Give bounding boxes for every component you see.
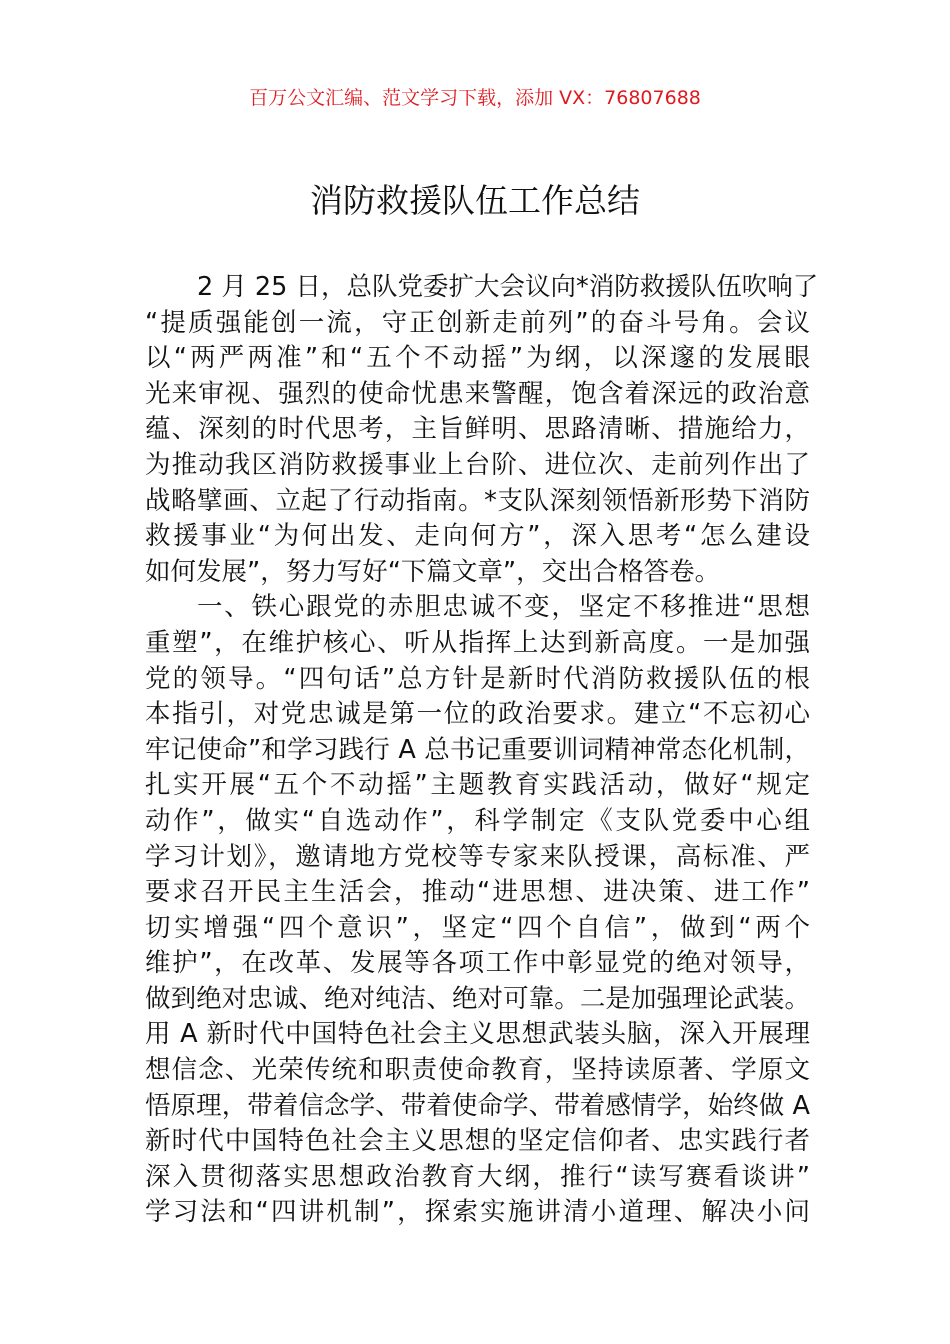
text-line: 光来审视、强烈的使命忧患来警醒，饱含着深远的政治意 [145, 378, 810, 409]
text-line: 蕴、深刻的时代思考，主旨鲜明、思路清晰、措施给力， [145, 414, 810, 445]
text-line: 救援事业“为何出发、走向何方”，深入思考“怎么建设 [145, 521, 810, 552]
text-line: 动作”，做实“自选动作”，科学制定《支队党委中心组 [145, 805, 810, 836]
text-line: 维护”，在改革、发展等各项工作中彰显党的绝对领导， [145, 948, 810, 979]
text-line: 战略擘画、立起了行动指南。*支队深刻领悟新形势下消防 [145, 485, 810, 516]
text-line: 如何发展”，努力写好“下篇文章”，交出合格答卷。 [145, 556, 721, 587]
text-line: 重塑”，在维护核心、听从指挥上达到新高度。一是加强 [145, 627, 810, 658]
text-line: 做到绝对忠诚、绝对纯洁、绝对可靠。二是加强理论武装。 [145, 983, 810, 1014]
document-title: 消防救援队伍工作总结 [310, 181, 640, 220]
text-line: 党的领导。“四句话”总方针是新时代消防救援队伍的根 [145, 663, 810, 694]
text-line: 悟原理，带着信念学、带着使命学、带着感情学，始终做 A [145, 1090, 810, 1121]
text-line: 用 A 新时代中国特色社会主义思想武装头脑，深入开展理 [145, 1019, 810, 1050]
watermark-banner: 百万公文汇编、范文学习下载，添加 VX：76807688 [249, 87, 701, 109]
text-line: 想信念、光荣传统和职责使命教育，坚持读原著、学原文 [145, 1055, 810, 1086]
paragraph-section-one [145, 590, 810, 1231]
paragraph-intro [145, 270, 819, 590]
text-line: 本指引，对党忠诚是第一位的政治要求。建立“不忘初心 [145, 699, 810, 730]
document-body [145, 270, 819, 1231]
text-line: 学习计划》，邀请地方党校等专家来队授课，高标准、严 [145, 841, 810, 872]
text-line: 以“两严两准”和“五个不动摇”为纲，以深邃的发展眼 [145, 343, 810, 374]
text-line: 切实增强“四个意识”，坚定“四个自信”，做到“两个 [145, 912, 810, 943]
section-heading-line: 一、铁心跟党的赤胆忠诚不变，坚定不移推进“思想 [197, 592, 810, 623]
text-line: 学习法和“四讲机制”，探索实施讲清小道理、解决小问 [145, 1197, 810, 1228]
text-line: 新时代中国特色社会主义思想的坚定信仰者、忠实践行者 [145, 1126, 810, 1157]
text-line: “提质强能创一流，守正创新走前列”的奋斗号角。会议 [145, 307, 810, 338]
text-line: 深入贯彻落实思想政治教育大纲，推行“读写赛看谈讲” [145, 1161, 810, 1192]
text-line: 要求召开民主生活会，推动“进思想、进决策、进工作” [145, 877, 810, 908]
text-line: 2 月 25 日，总队党委扩大会议向*消防救援队伍吹响了 [197, 272, 819, 302]
text-line: 扎实开展“五个不动摇”主题教育实践活动，做好“规定 [145, 770, 810, 801]
text-line: 牢记使命”和学习践行 A 总书记重要训词精神常态化机制， [145, 734, 810, 765]
text-line: 为推动我区消防救援事业上台阶、进位次、走前列作出了 [145, 449, 810, 480]
